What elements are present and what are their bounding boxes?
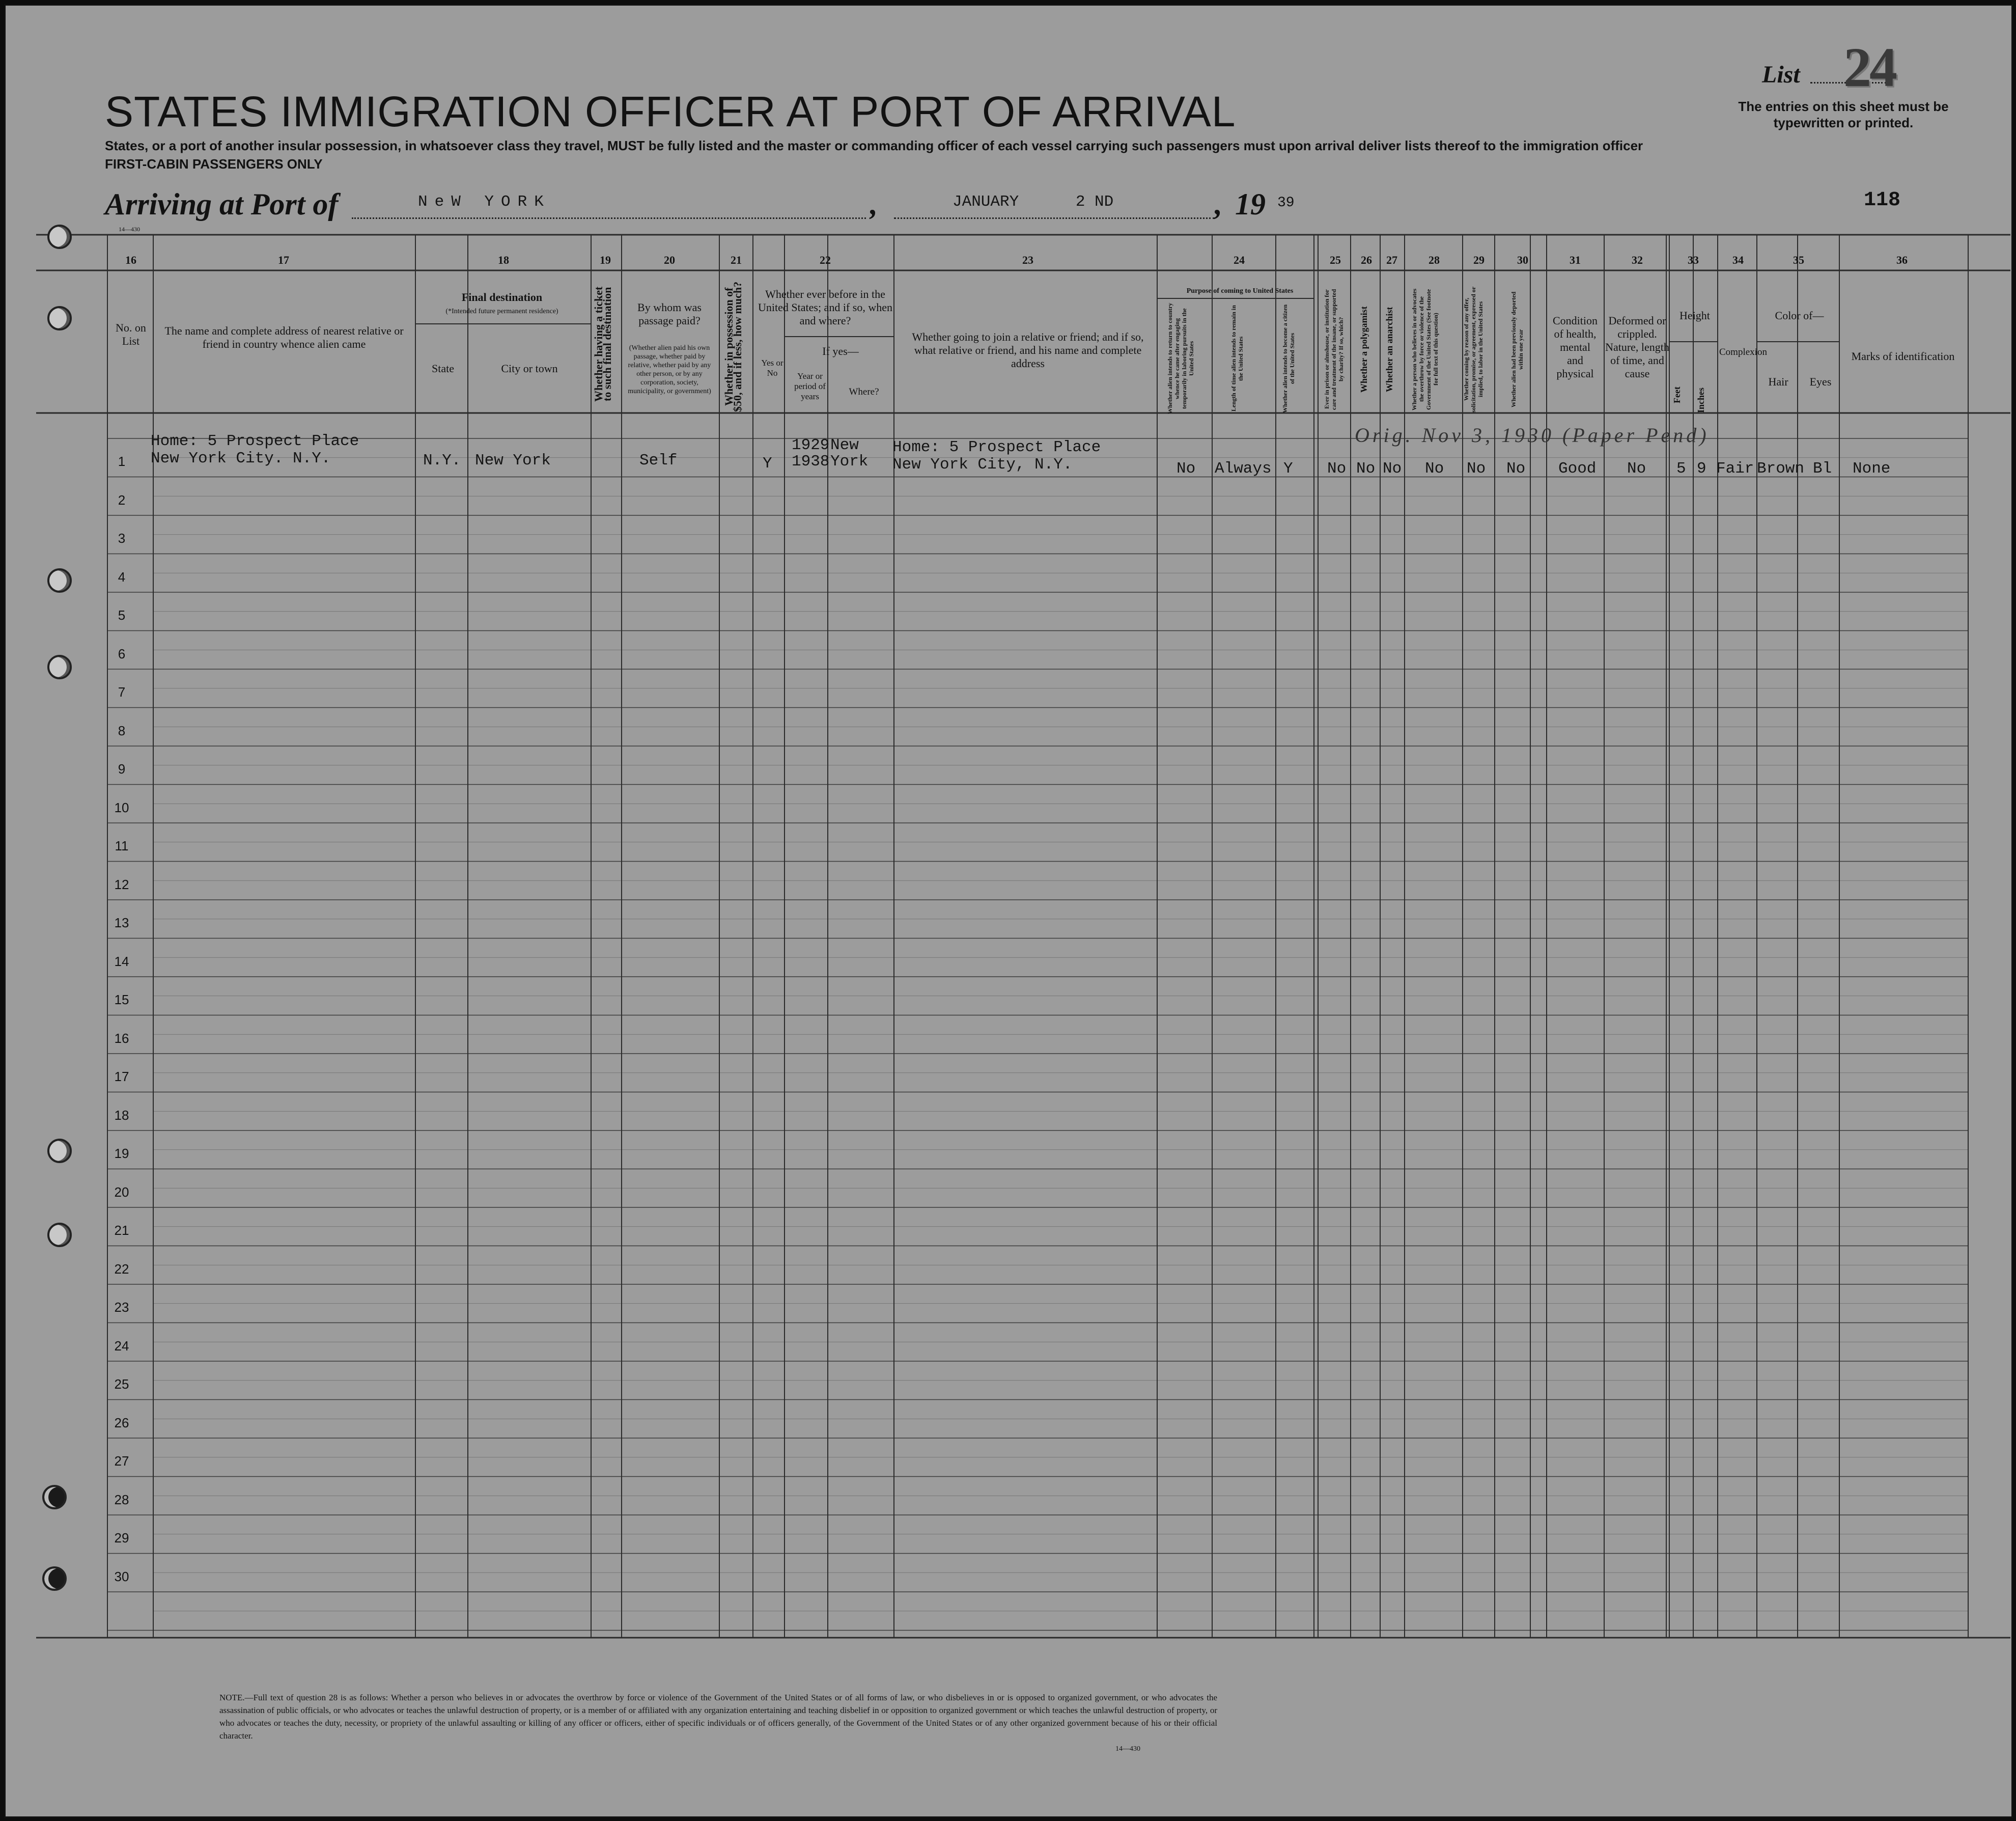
colnum-32: 32 [1632,254,1643,266]
entry1-anarchist: No [1383,460,1402,478]
row-number: 22 [114,1261,129,1277]
entry1-relative-line1: Home: 5 Prospect Place [151,432,359,450]
entry1-city: New York [475,452,551,470]
punch-hole [47,306,72,330]
header-before-in-us: Whether ever before in the United States; and if so, when and where? [758,288,892,327]
entry1-relative-line2: New York City. N.Y. [151,450,331,467]
entry1-where-2: York [830,453,869,471]
punch-hole [47,1139,72,1163]
header-anarchist: Whether an anarchist [1384,307,1394,392]
punch-hole [47,568,72,593]
colnum-18: 18 [498,254,509,266]
punch-hole [42,1485,67,1509]
colnum-21: 21 [731,254,742,266]
colnum-16: 16 [125,254,136,266]
header-feet: Feet [1672,387,1682,404]
colnum-30: 30 [1517,254,1528,266]
entry1-complexion: Fair [1716,460,1754,478]
header-polygamist: Whether a polygamist [1359,306,1369,393]
year-suffix: 39 [1277,195,1295,211]
entry1-where-1: New [830,436,859,454]
header-ticket: Whether having a ticket to such final destination [592,286,613,402]
row-number: 20 [114,1184,129,1200]
colnum-34: 34 [1732,254,1744,266]
header-marks: Marks of identification [1851,350,1955,363]
header-labor-offer: Whether coming by reason of any offer, solicitation, promise, or agreement, expressed or implied, to labor in the United States [1463,286,1484,412]
port-value: NeW YORK [418,193,551,211]
entry1-marks: None [1853,460,1891,478]
header-year: Year or period of years [794,371,826,401]
row-number: 11 [115,838,129,853]
punch-hole [47,225,72,249]
header-purpose-group: Purpose of coming to United States [1186,287,1294,295]
header-height: Height [1679,309,1710,322]
subtitle: States, or a port of another insular possession, in whatsoever class they travel, MUST be fully listed and the master or commanding officer of each vessel carrying such passengers must upon arrival deliver lists thereof to the immigration officer [105,138,1643,153]
entry1-feet: 5 [1676,460,1686,478]
header-inches: Inches [1696,388,1706,413]
entry1-join-line1: Home: 5 Prospect Place [892,438,1101,456]
sheet-number: 118 [1864,189,1901,212]
entry1-health: Good [1558,460,1597,478]
header-deported: Whether alien had been previously deported within one year [1510,291,1524,407]
entry1-labor-offer: No [1467,460,1486,478]
colnum-35: 35 [1793,254,1804,266]
entry1-inches: 9 [1697,460,1706,478]
date-value: JANUARY 2 ND [953,193,1114,211]
entry1-eyes: Bl [1813,460,1832,478]
row-number: 14 [114,953,129,969]
comma-separator-2: , [1215,187,1222,221]
entry1-overthrow: No [1425,460,1444,478]
colnum-26: 26 [1361,254,1372,266]
date-underline [894,217,1215,219]
punch-hole [42,1566,67,1591]
row-number: 17 [114,1069,129,1084]
header-city: City or town [501,362,558,375]
passenger-class: FIRST-CABIN PASSENGERS ONLY [105,156,323,172]
entry1-prison: No [1327,460,1347,478]
colnum-24: 24 [1234,254,1245,266]
header-no-on-list: No. on List [116,321,146,347]
row-number: 29 [114,1530,129,1546]
page-title: STATES IMMIGRATION OFFICER AT PORT OF ARRIVAL [105,88,1236,135]
row-number: 28 [114,1492,129,1507]
entry1-yes-no: Y [763,455,772,473]
entry1-passage: Self [639,452,678,470]
row-number: 8 [118,723,126,738]
header-passage-note: (Whether alien paid his own passage, whether paid by relative, whether paid by any other person, or by any corporation, society, municipality, or government) [628,344,711,395]
comma-separator: , [870,187,878,221]
colnum-19: 19 [600,254,611,266]
row-number: 3 [118,531,126,546]
header-yes-no: Yes or No [761,358,783,378]
header-final-destination: Final destination [461,291,543,304]
header-hair: Hair [1768,375,1788,388]
row-number: 23 [114,1300,129,1315]
entry1-years-1: 1929 [792,436,830,454]
header-overthrow: Whether a person who believes in or advocates the overthrow by force or violence of the Government of the United States (See footnote for full text of this question) [1411,288,1439,410]
row-number: 7 [118,684,126,700]
header-return-country: Whether alien intends to return to country whence he came after engaging temporarily in laboring pursuits in the United States [1166,302,1195,415]
colnum-23: 23 [1022,254,1033,266]
row-number: 9 [118,761,126,777]
row-number: 10 [114,799,129,815]
entry1-citizen: Y [1283,460,1293,478]
row-number: 25 [114,1376,129,1392]
row-number: 21 [114,1223,129,1238]
row-number: 27 [114,1453,129,1469]
colnum-33: 33 [1688,254,1699,266]
row-number: 6 [118,646,126,661]
row-number: 2 [118,492,126,508]
entry1-join-line2: New York City, N.Y. [892,456,1073,474]
colnum-20: 20 [664,254,675,266]
entry1-hair: Brown [1757,460,1805,478]
year-prefix: 19 [1235,187,1266,221]
row-number: 30 [114,1568,129,1584]
entry1-return-country: No [1177,460,1196,478]
row-number: 13 [114,915,129,930]
colnum-31: 31 [1570,254,1581,266]
header-state: State [432,362,454,375]
typewritten-note: The entries on this sheet must be typewritten or printed. [1738,99,1949,130]
colnum-22: 22 [820,254,831,266]
form-code-top: 14—430 [119,226,140,233]
colnum-29: 29 [1473,254,1485,266]
header-final-destination-note: (*Intended future permanent residence) [445,308,558,315]
colnum-28: 28 [1429,254,1440,266]
row-number: 1 [118,454,126,469]
row-number: 16 [114,1030,129,1046]
header-relative: The name and complete address of nearest relative or friend in country whence alien came [164,324,404,350]
header-where: Where? [849,387,879,397]
row-number: 19 [114,1146,129,1161]
header-become-citizen: Whether alien intends to become a citizen of the United States [1281,304,1296,413]
punch-hole [47,1223,72,1247]
entry1-deported: No [1506,460,1526,478]
list-number: 24 [1843,36,1895,98]
footnote: NOTE.—Full text of question 28 is as follows: Whether a person who believes in or advocates the overthrow by force or violence of the Government of the United States or of all forms of law, or who disbelieves in or is opposed to organized government, or who advocates the assassination of public officials, or who advocates or teaches the unlawful destruction of property, or is a member of or affiliated with any organization entertaining and teaching disbelief in or opposition to organized government or which teaches the unlawful destruction of property, or who advocates or teaches the duty, necessity, or propriety of the unlawful assaulting or killing of any officer or officers, either of specific individuals or of officers generally, of the Government of the United States or of any other organized government because of his or their official character. [219,1693,1217,1741]
colnum-36: 36 [1896,254,1908,266]
colnum-17: 17 [278,254,289,266]
entry1-handwritten-annotation: Orig. Nov 3, 1930 (Paper Pend) [1355,424,1710,447]
header-if-yes: If yes— [822,345,859,357]
row-number: 5 [118,608,126,623]
entry1-length-stay: Always [1215,460,1272,478]
header-fifty-dollars: Whether in possession of $50, and if less, how much? [722,281,744,412]
header-length-stay: Length of time alien intends to remain in the United States [1230,305,1244,412]
row-number: 18 [114,1107,129,1123]
table-grid [6,6,2011,1816]
entry1-polygamist: No [1356,460,1376,478]
row-number: 26 [114,1415,129,1430]
entry1-deformed: No [1627,460,1646,478]
row-number: 15 [114,992,129,1007]
colnum-27: 27 [1386,254,1397,266]
header-health: Condition of health, mental and physical [1552,314,1598,380]
header-complexion: Complexion [1719,347,1767,357]
manifest-sheet [4,4,2013,1818]
row-number: 12 [114,876,129,892]
colnum-25: 25 [1330,254,1341,266]
port-underline [352,217,866,219]
header-color-of: Color of— [1775,309,1824,322]
header-join-relative: Whether going to join a relative or friend; and if so, what relative or friend, and his name and complete address [912,330,1144,370]
arriving-label: Arriving at Port of [105,187,339,221]
header-deformed: Deformed or crippled. Nature, length of time, and cause [1605,314,1669,380]
entry1-years-2: 1938 [792,453,830,471]
punch-hole [47,655,72,679]
entry1-state: N.Y. [423,452,461,470]
header-eyes: Eyes [1809,375,1832,388]
row-number: 24 [114,1338,129,1354]
header-prison: Ever in prison or almshouse, or institution for care and treatment of the insane, or supported by charity? If so, which? [1323,289,1345,410]
row-number: 4 [118,569,126,585]
list-label: List [1762,61,1800,88]
header-passage: By whom was passage paid? [637,301,702,327]
form-code-bottom: 14—430 [1115,1745,1140,1753]
